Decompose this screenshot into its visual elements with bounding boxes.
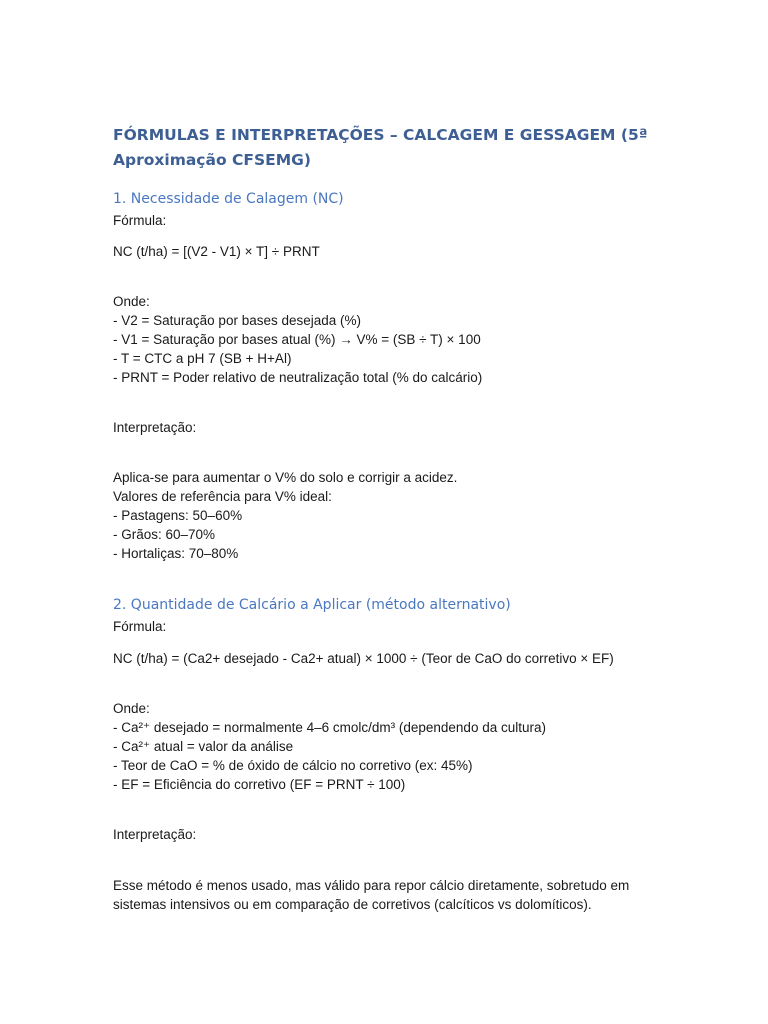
- section-2-onde-item: - Teor de CaO = % de óxido de cálcio no corretivo (ex: 45%): [113, 758, 473, 773]
- section-2-formula-label: Fórmula:: [113, 619, 167, 634]
- section-2-onde-item: - EF = Eficiência do corretivo (EF = PRNT ÷ 100): [113, 777, 406, 792]
- section-1-interp-label: Interpretação:: [113, 420, 197, 435]
- section-1-onde-item: - V2 = Saturação por bases desejada (%): [113, 313, 362, 328]
- section-2-onde-item: - Ca²⁺ atual = valor da análise: [113, 739, 294, 754]
- section-1-onde-item: - T = CTC a pH 7 (SB + H+Al): [113, 351, 292, 366]
- section-2-interp-label: Interpretação:: [113, 827, 197, 842]
- section-1-interp-line: Aplica-se para aumentar o V% do solo e corrigir a acidez.: [113, 470, 458, 485]
- section-1-interp-line: - Pastagens: 50–60%: [113, 508, 243, 523]
- section-2-interp-line: sistemas intensivos ou em comparação de corretivos (calcíticos vs dolomíticos).: [113, 897, 592, 912]
- section-1-interp-line: - Grãos: 60–70%: [113, 527, 216, 542]
- section-2-heading: 2. Quantidade de Calcário a Aplicar (método alternativo): [113, 597, 511, 613]
- section-1-formula: NC (t/ha) = [(V2 - V1) × T] ÷ PRNT: [113, 244, 320, 259]
- section-2-onde-item: - Ca²⁺ desejado = normalmente 4–6 cmolc/dm³ (dependendo da cultura): [113, 720, 546, 735]
- document-title: FÓRMULAS E INTERPRETAÇÕES – CALCAGEM E GESSAGEM (5ª Aproximação CFSEMG): [113, 126, 648, 169]
- section-1-onde-item: - V1 = Saturação por bases atual (%) → V% = (SB ÷ T) × 100: [113, 332, 481, 347]
- section-1-interp-line: - Hortaliças: 70–80%: [113, 546, 239, 561]
- section-2-formula: NC (t/ha) = (Ca2+ desejado - Ca2+ atual) × 1000 ÷ (Teor de CaO do corretivo × EF): [113, 651, 614, 666]
- section-2-onde-label: Onde:: [113, 701, 150, 716]
- section-1-onde-label: Onde:: [113, 294, 150, 309]
- section-1-interp-line: Valores de referência para V% ideal:: [113, 489, 332, 504]
- section-1-formula-label: Fórmula:: [113, 213, 167, 228]
- section-1-heading: 1. Necessidade de Calagem (NC): [113, 191, 344, 207]
- section-2-interp-line: Esse método é menos usado, mas válido para repor cálcio diretamente, sobretudo em: [113, 878, 630, 893]
- section-1-onde-item: - PRNT = Poder relativo de neutralização total (% do calcário): [113, 370, 483, 385]
